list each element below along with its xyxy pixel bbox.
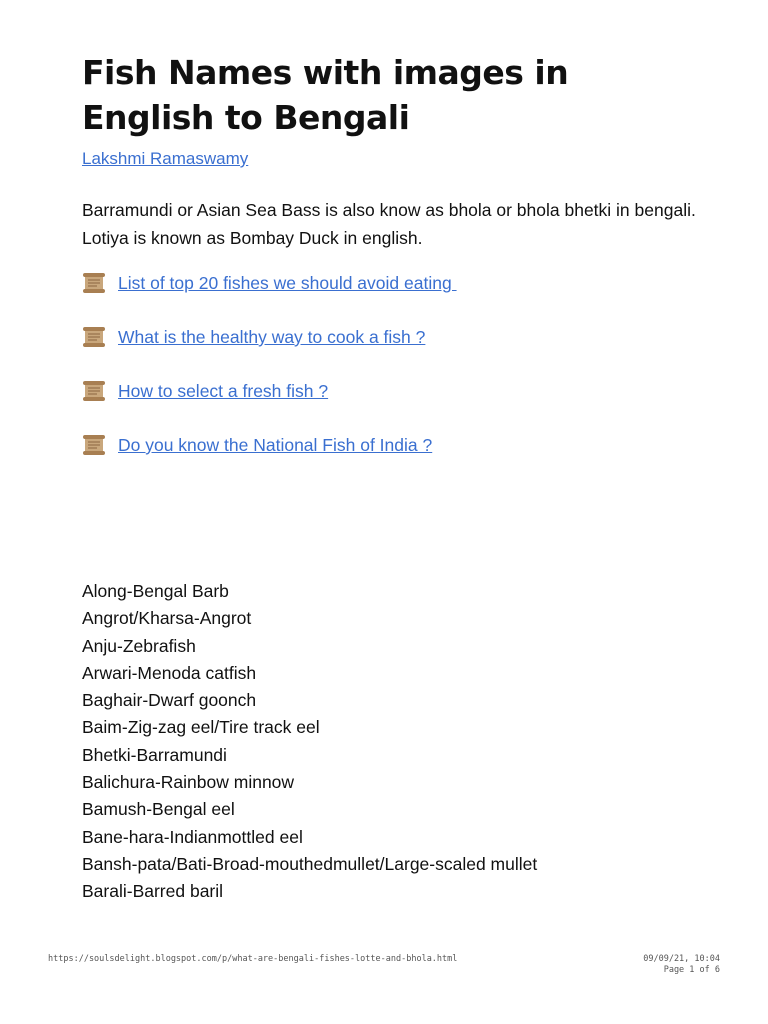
list-item: Balichura-Rainbow minnow: [82, 772, 295, 793]
scroll-icon: [82, 434, 106, 456]
list-item: Baghair-Dwarf goonch: [82, 690, 257, 711]
scroll-icon: [82, 380, 106, 402]
list-item: Bane-hara-Indianmottled eel: [82, 826, 303, 847]
footer-url: https://soulsdelight.blogspot.com/p/what-are-bengali-fishes-lotte-and-bhola.html: [48, 954, 458, 964]
related-link-1[interactable]: [82, 270, 702, 296]
page-title: Fish Names with images in English to Bengali: [82, 53, 569, 137]
footer-meta: [643, 954, 720, 976]
list-item: Along-Bengal Barb: [82, 581, 229, 601]
related-link-label[interactable]: List of top 20 fishes we should avoid eating: [118, 273, 457, 293]
footer-datetime: 09/09/21, 10:04: [643, 954, 720, 964]
intro-paragraph: Barramundi or Asian Sea Bass is also know as bhola or bhola bhetki in bengali. Lotiya is known as Bombay Duck in english.: [82, 200, 696, 248]
related-link-3[interactable]: [82, 378, 702, 404]
scroll-icon: [82, 272, 106, 294]
article: [82, 50, 702, 486]
related-link-4[interactable]: [82, 432, 702, 458]
related-link-label[interactable]: What is the healthy way to cook a fish ?: [118, 327, 426, 347]
related-link-label[interactable]: How to select a fresh fish ?: [118, 381, 329, 401]
list-item: Baim-Zig-zag eel/Tire track eel: [82, 717, 320, 738]
related-link-label[interactable]: Do you know the National Fish of India ?: [118, 435, 433, 455]
list-item: Arwari-Menoda catfish: [82, 662, 257, 683]
list-item: Barali-Barred baril: [82, 881, 224, 902]
footer-page-number: Page 1 of 6: [663, 965, 720, 975]
author-link[interactable]: Lakshmi Ramaswamy: [82, 149, 249, 168]
related-link-2[interactable]: [82, 324, 702, 350]
list-item: Angrot/Kharsa-Angrot: [82, 608, 252, 629]
scroll-icon: [82, 326, 106, 348]
fish-name-list: [82, 578, 537, 906]
list-item: Bansh-pata/Bati-Broad-mouthedmullet/Large-scaled mullet: [82, 853, 538, 874]
list-item: Bamush-Bengal eel: [82, 799, 235, 820]
list-item: Bhetki-Barramundi: [82, 744, 227, 765]
related-links: [82, 270, 702, 458]
list-item: Anju-Zebrafish: [82, 635, 196, 656]
